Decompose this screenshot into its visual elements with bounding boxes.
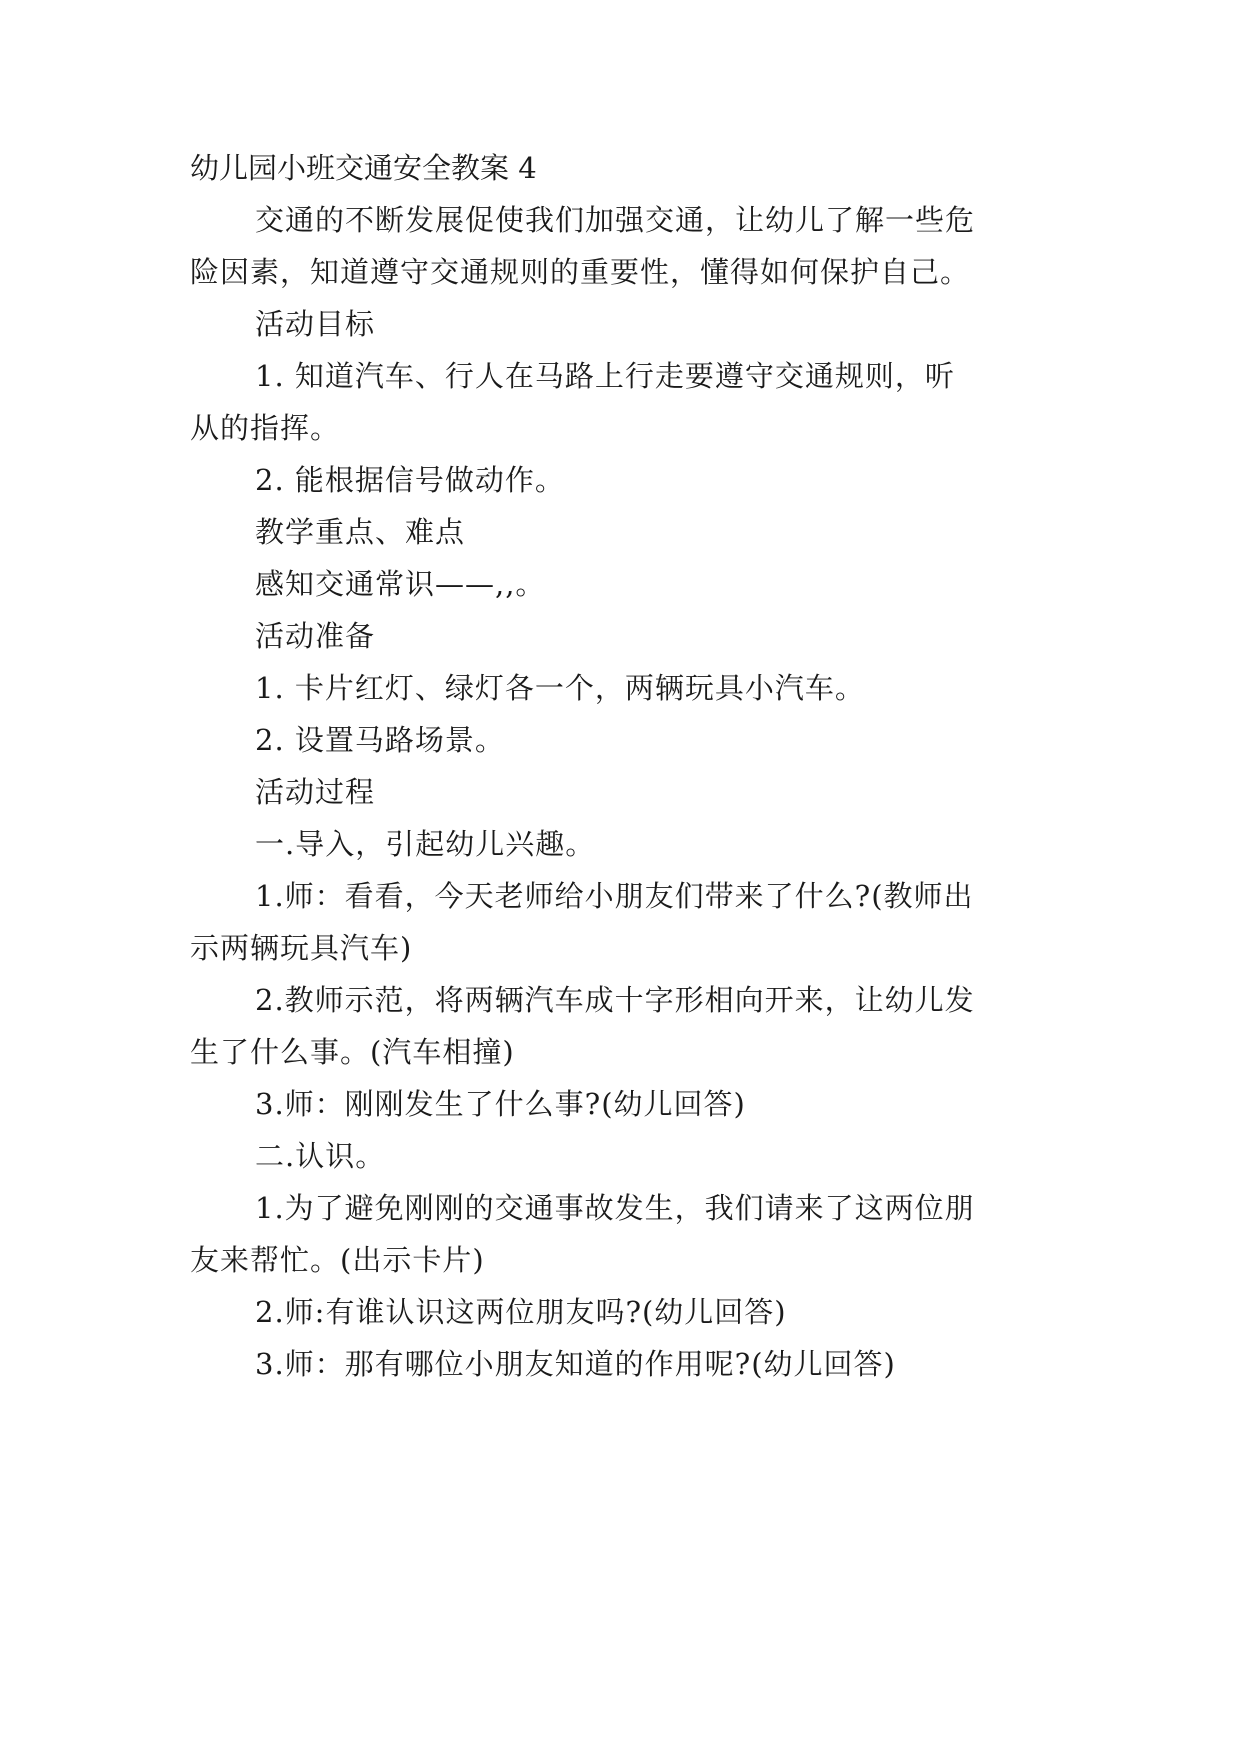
intro-line-1: 交通的不断发展促使我们加强交通，让幼儿了解一些危 [255, 203, 976, 237]
document-title: 幼儿园小班交通安全教案 4 [190, 151, 537, 185]
prep-2: 2. 设置马路场景。 [255, 723, 505, 757]
step-one-2-line-2: 生了什么事。(汽车相撞) [190, 1035, 515, 1069]
step-one-heading: 一.导入，引起幼儿兴趣。 [255, 827, 596, 861]
goal-1-line-2: 从的指挥。 [190, 411, 341, 445]
step-two-heading: 二.认识。 [255, 1139, 386, 1173]
step-one-1-line-2: 示两辆玩具汽车) [190, 931, 413, 965]
step-one-2-line-1: 2.教师示范，将两辆汽车成十字形相向开来，让幼儿发 [255, 983, 975, 1017]
step-one-3: 3.师：刚刚发生了什么事?(幼儿回答) [255, 1087, 746, 1121]
step-two-2: 2.师:有谁认识这两位朋友吗?(幼儿回答) [255, 1295, 787, 1329]
goal-1-line-1: 1. 知道汽车、行人在马路上行走要遵守交通规则，听 [255, 359, 955, 393]
step-one-1-line-1: 1.师：看看，今天老师给小朋友们带来了什么?(教师出 [255, 879, 974, 913]
step-two-1-line-2: 友来帮忙。(出示卡片) [190, 1243, 485, 1277]
prep-1: 1. 卡片红灯、绿灯各一个，两辆玩具小汽车。 [255, 671, 865, 705]
goal-2: 2. 能根据信号做动作。 [255, 463, 565, 497]
intro-line-2: 险因素，知道遵守交通规则的重要性，懂得如何保护自己。 [190, 255, 971, 289]
step-two-1-line-1: 1.为了避免刚刚的交通事故发生，我们请来了这两位朋 [255, 1191, 975, 1225]
prep-heading: 活动准备 [255, 619, 376, 653]
step-two-3: 3.师：那有哪位小朋友知道的作用呢?(幼儿回答) [255, 1347, 896, 1381]
keypoints-heading: 教学重点、难点 [255, 515, 466, 549]
goals-heading: 活动目标 [255, 307, 376, 341]
keypoints-text: 感知交通常识——,,。 [255, 567, 546, 601]
process-heading: 活动过程 [255, 775, 376, 809]
